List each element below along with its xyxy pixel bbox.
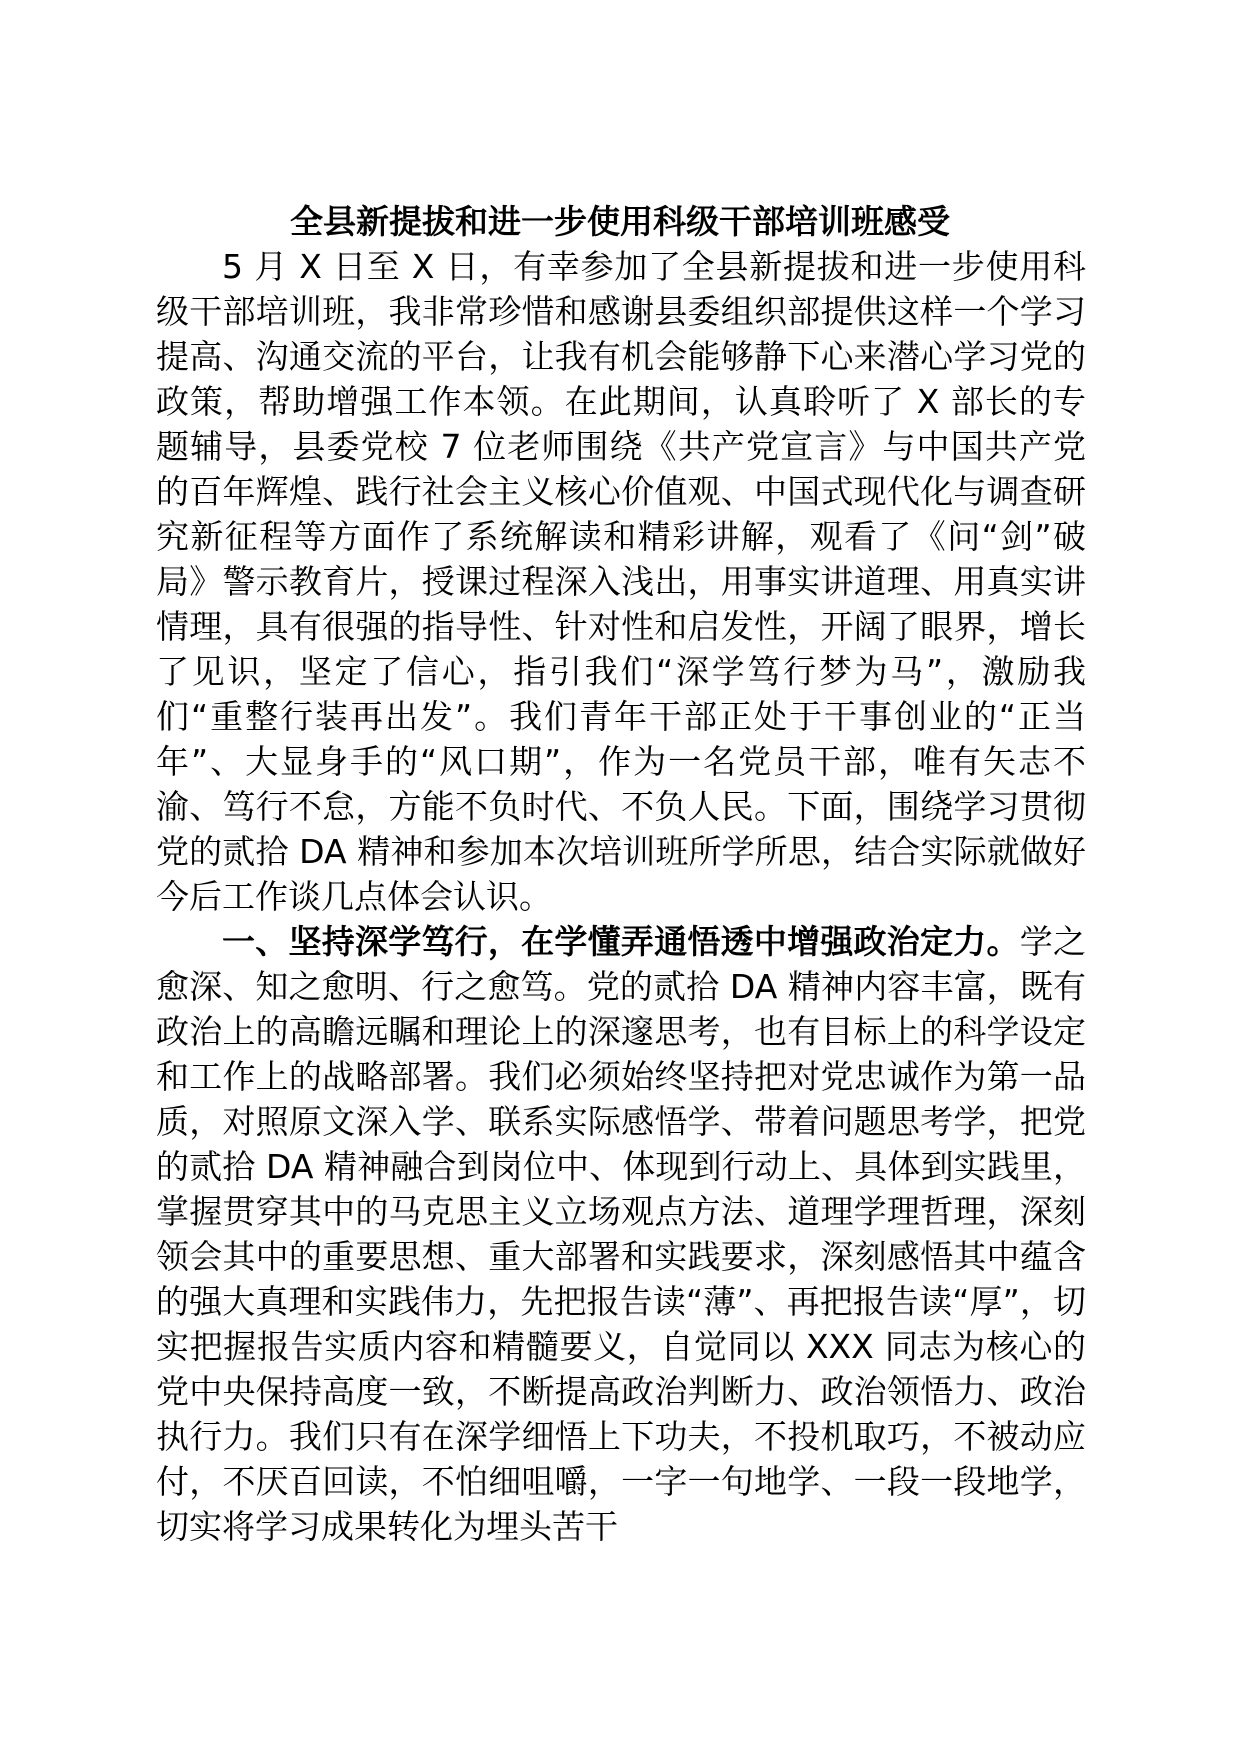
- paragraph-intro: [156, 244, 1086, 919]
- document-title: 全县新提拔和进一步使用科级干部培训班感受: [290, 202, 950, 241]
- paragraph-intro-text: 5 月 X 日至 X 日，有幸参加了全县新提拔和进一步使用科级干部培训班，我非常珍惜和感谢县委组织部提供这样一个学习提高、沟通交流的平台，让我有机会能够静下心来潜心学习党的政策，帮助增强工作本领。在此期间，认真聆听了 X 部长的专题辅导，县委党校 7 位老师围绕《共产党宣言》与中国共产党的百年辉煌、践行社会主义核心价值观、中国式现代化与调查研究新征程等方面作了系统解读和精彩讲解，观看了《问“剑”破局》警示教育片，授课过程深入浅出，用事实讲道理、用真实讲情理，具有很强的指导性、针对性和启发性，开阔了眼界，增长了见识，坚定了信心，指引我们“深学笃行梦为马”，激励我们“重整行装再出发”。我们青年干部正处于干事创业的“正当年”、大显身手的“风口期”，作为一名党员干部，唯有矢志不渝、笃行不怠，方能不负时代、不负人民。下面，围绕学习贯彻党的贰拾 DA 精神和参加本次培训班所学所思，结合实际就做好今后工作谈几点体会认识。: [156, 247, 1086, 916]
- document-body: [156, 244, 1086, 1549]
- section-one-heading: 一、坚持深学笃行，在学懂弄通悟透中增强政治定力。: [222, 922, 1020, 961]
- paragraph-section-one: [156, 919, 1086, 1549]
- section-one-text: 学之愈深、知之愈明、行之愈笃。党的贰拾 DA 精神内容丰富，既有政治上的高瞻远瞩和理论上的深邃思考，也有目标上的科学设定和工作上的战略部署。我们必须始终坚持把对党忠诚作为第一品质，对照原文深入学、联系实际感悟学、带着问题思考学，把党的贰拾 DA 精神融合到岗位中、体现到行动上、具体到实践里，掌握贯穿其中的马克思主义立场观点方法、道理学理哲理，深刻领会其中的重要思想、重大部署和实践要求，深刻感悟其中蕴含的强大真理和实践伟力，先把报告读“薄”、再把报告读“厚”，切实把握报告实质内容和精髓要义，自觉同以 XXX 同志为核心的党中央保持高度一致，不断提高政治判断力、政治领悟力、政治执行力。我们只有在深学细悟上下功夫，不投机取巧，不被动应付，不厌百回读，不怕细咀嚼，一字一句地学、一段一段地学，切实将学习成果转化为埋头苦干: [156, 922, 1087, 1546]
